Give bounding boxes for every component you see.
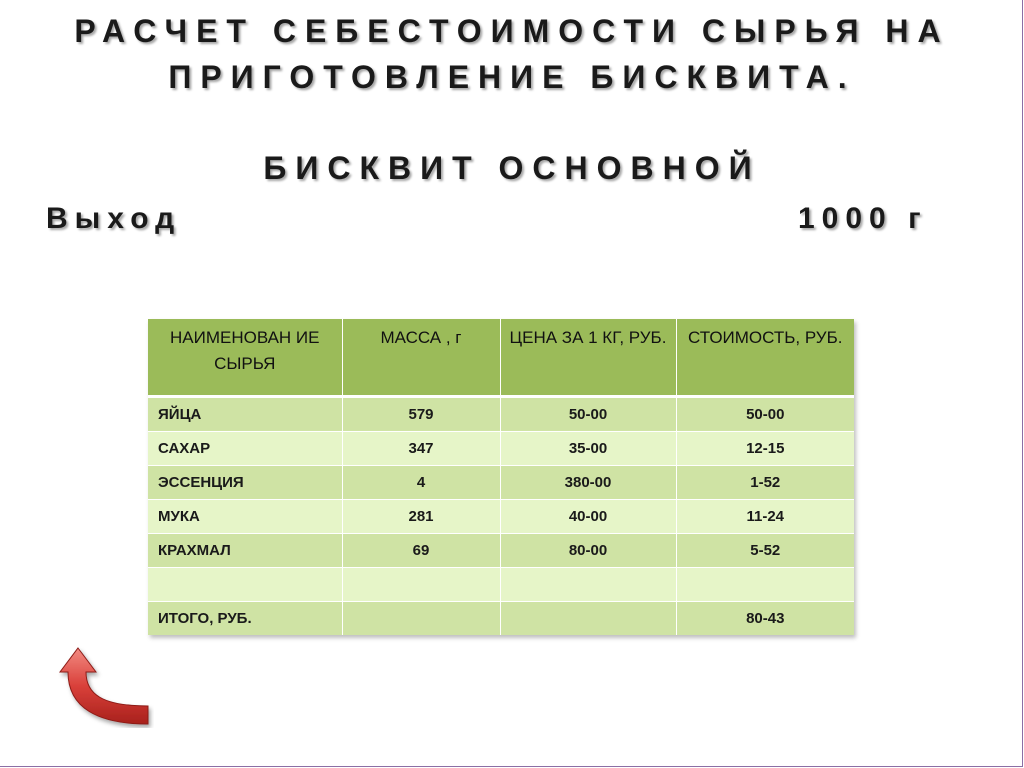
- cell-mass: 347: [342, 432, 500, 466]
- title-line-2: ПРИГОТОВЛЕНИЕ БИСКВИТА.: [168, 59, 856, 95]
- cell-mass: 281: [342, 500, 500, 534]
- cell-ingredient: КРАХМАЛ: [148, 534, 342, 568]
- table-row-empty: [148, 568, 854, 602]
- header-mass: МАССА , г: [342, 319, 500, 397]
- cell-price: 380-00: [500, 466, 676, 500]
- cell-ingredient: ЭССЕНЦИЯ: [148, 466, 342, 500]
- table-row: [148, 466, 854, 500]
- cell-price: 50-00: [500, 397, 676, 432]
- table-row: [148, 500, 854, 534]
- header-price: ЦЕНА ЗА 1 КГ, РУБ.: [500, 319, 676, 397]
- cell-price: 35-00: [500, 432, 676, 466]
- cell-price: 80-00: [500, 534, 676, 568]
- cell-price: [500, 568, 676, 602]
- cost-table: [148, 319, 854, 635]
- title-line-1: РАСЧЕТ СЕБЕСТОИМОСТИ СЫРЬЯ НА: [74, 13, 950, 49]
- header-cost: СТОИМОСТЬ, РУБ.: [676, 319, 854, 397]
- cell-price: [500, 602, 676, 636]
- cell-cost: 1-52: [676, 466, 854, 500]
- table-header-row: [148, 319, 854, 397]
- cell-ingredient: [148, 568, 342, 602]
- cell-cost: [676, 568, 854, 602]
- cell-ingredient: МУКА: [148, 500, 342, 534]
- table-row: [148, 397, 854, 432]
- cell-ingredient: ЯЙЦА: [148, 397, 342, 432]
- back-arrow-icon[interactable]: [58, 646, 154, 728]
- cell-mass: 69: [342, 534, 500, 568]
- table-row: [148, 432, 854, 466]
- table-row: [148, 534, 854, 568]
- cell-mass: 579: [342, 397, 500, 432]
- cell-mass: [342, 568, 500, 602]
- cell-price: 40-00: [500, 500, 676, 534]
- slide-subtitle: БИСКВИТ ОСНОВНОЙ: [263, 150, 761, 186]
- cell-cost: 12-15: [676, 432, 854, 466]
- cell-cost: 11-24: [676, 500, 854, 534]
- cell-total-cost: 80-43: [676, 602, 854, 636]
- cell-cost: 5-52: [676, 534, 854, 568]
- cell-total-label: ИТОГО, РУБ.: [148, 602, 342, 636]
- yield-label: Выход: [46, 202, 182, 235]
- cell-mass: [342, 602, 500, 636]
- cell-ingredient: САХАР: [148, 432, 342, 466]
- slide-title: [0, 8, 1024, 100]
- cell-mass: 4: [342, 466, 500, 500]
- header-ingredient: НАИМЕНОВАН ИЕ СЫРЬЯ: [148, 319, 342, 397]
- yield-value: 1000 г: [798, 202, 928, 235]
- table-row-total: [148, 602, 854, 636]
- cell-cost: 50-00: [676, 397, 854, 432]
